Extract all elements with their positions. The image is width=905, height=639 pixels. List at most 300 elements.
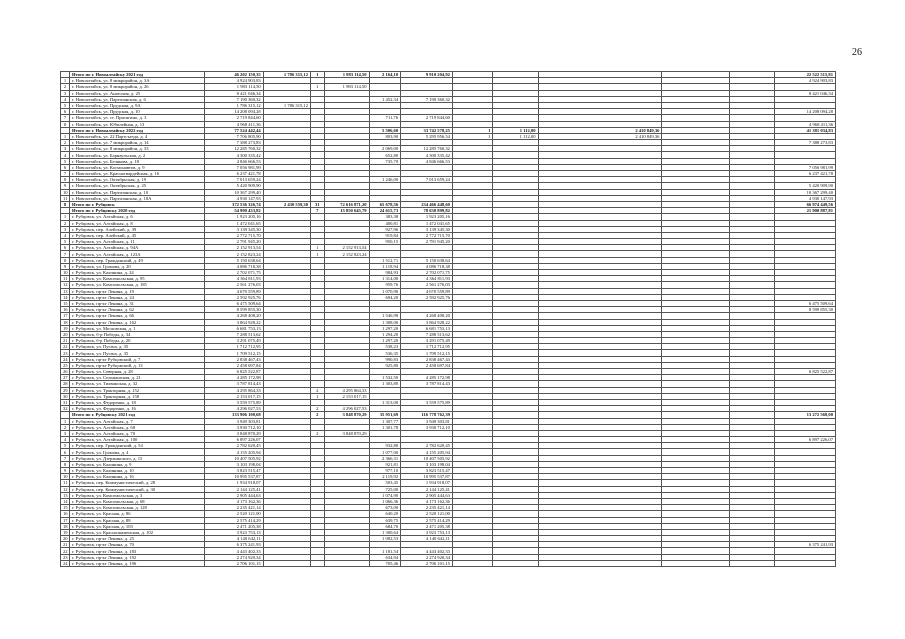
table-cell: 2 bbox=[61, 220, 70, 226]
table-cell: 1 452,34 bbox=[369, 96, 401, 102]
table-cell: 5 bbox=[61, 239, 70, 245]
table-cell: 6 681 753,13 bbox=[401, 325, 453, 331]
table-cell: 1 532,50 bbox=[369, 375, 401, 381]
table-cell: г. Рубцовск, пр-кт Ленина, д. 70 bbox=[70, 542, 205, 548]
table-cell: 5 420 909,90 bbox=[775, 183, 836, 189]
table-cell: 4 295 864,33 bbox=[205, 387, 264, 393]
table-cell: 932,80 bbox=[369, 443, 401, 449]
table-cell: 1 bbox=[311, 84, 325, 90]
table-cell: 725,00 bbox=[369, 486, 401, 492]
table-cell: 4 295 864,33 bbox=[324, 387, 369, 393]
table-cell: 6 237 421,78 bbox=[205, 171, 264, 177]
table-cell: 4 173 162,36 bbox=[205, 498, 264, 504]
table-cell: 2 838 467,43 bbox=[205, 356, 264, 362]
table-cell: 10 bbox=[61, 189, 70, 195]
table-cell: 7 288 513,62 bbox=[205, 331, 264, 337]
table-cell: 234 466 448,60 bbox=[401, 201, 453, 207]
table-cell: 4 296 027,53 bbox=[324, 406, 369, 412]
page-number: 26 bbox=[852, 47, 862, 58]
table-cell: 22 bbox=[61, 344, 70, 350]
table-cell: 1 301,78 bbox=[369, 424, 401, 430]
table-cell: г. Рубцовск, пр-кт Рубцовский, д. 13 bbox=[70, 362, 205, 368]
table-cell: 8 bbox=[61, 461, 70, 467]
table-cell: 6 897 226,07 bbox=[775, 437, 836, 443]
table-cell: 1 786 315,12 bbox=[263, 72, 310, 78]
table-cell: 8 599 855,30 bbox=[205, 307, 264, 313]
table-cell: г. Рубцовск, ул. Алтайская, д. 123А bbox=[70, 251, 205, 257]
table-cell: г. Новоалтайск, ул. Октябрьская, д. 19 bbox=[70, 177, 205, 183]
table-cell: 2 153 017,15 bbox=[324, 393, 369, 399]
table-cell: г. Новоалтайск, ул. Партизанская, д. 10 bbox=[70, 189, 205, 195]
table-cell: 2 bbox=[61, 140, 70, 146]
table-cell: 1 bbox=[311, 251, 325, 257]
table-cell: 7 190 360,32 bbox=[401, 96, 453, 102]
table-cell: 3 923 753,13 bbox=[205, 529, 264, 535]
table-cell bbox=[263, 560, 310, 566]
table-cell: 2 152 913,54 bbox=[324, 245, 369, 251]
table-cell: 1 786 315,12 bbox=[205, 102, 264, 108]
table-cell: 78 630 899,82 bbox=[401, 208, 453, 214]
table-cell: 4 300 335,42 bbox=[401, 152, 453, 158]
table-cell: 3 930 712,10 bbox=[205, 424, 264, 430]
table-cell: 4 bbox=[61, 437, 70, 443]
table-cell: 25 bbox=[61, 362, 70, 368]
table-cell: 10 bbox=[61, 474, 70, 480]
table-cell: 26 bbox=[61, 369, 70, 375]
table-cell: 711,76 bbox=[369, 115, 401, 121]
table-cell: 10 407 505,92 bbox=[205, 455, 264, 461]
table-cell: 20 bbox=[61, 536, 70, 542]
table-cell: 1 112,00 bbox=[493, 127, 538, 133]
table-cell: 1 709 512,15 bbox=[401, 350, 453, 356]
register-table-container bbox=[60, 71, 836, 567]
table-cell: 116 778 762,39 bbox=[401, 412, 453, 418]
table-cell: 4 bbox=[61, 232, 70, 238]
table-cell: 21 900 887,81 bbox=[775, 208, 836, 214]
table-cell: 22 bbox=[61, 548, 70, 554]
table-cell: 684,70 bbox=[369, 523, 401, 529]
table-cell: 735,70 bbox=[369, 158, 401, 164]
table-cell: г. Рубцовск, ул. Тракторная, д. 158 bbox=[70, 393, 205, 399]
table-cell: г. Рубцовск, ул. Комсомольская, д. 185 bbox=[70, 282, 205, 288]
table-cell: 1 308,06 bbox=[369, 319, 401, 325]
table-cell: 4 443 402,33 bbox=[205, 548, 264, 554]
table-cell: г. Рубцовск, пр-кт Ленина, д. 162 bbox=[70, 319, 205, 325]
table-cell: г. Рубцовск, б-р Победы, д. 34 bbox=[70, 331, 205, 337]
table-cell: г. Рубцовск, пр-кт Ленина, д. 183 bbox=[70, 548, 205, 554]
table-cell bbox=[311, 560, 325, 566]
table-cell: 6 bbox=[61, 164, 70, 170]
table-cell: г. Рубцовск, ул. Алтайская, д. 11 bbox=[70, 239, 205, 245]
table-cell: 705,46 bbox=[369, 560, 401, 566]
table-cell: 13 272 568,00 bbox=[775, 412, 836, 418]
table-cell: 803,90 bbox=[369, 133, 401, 139]
table-cell: 4 968 411,36 bbox=[205, 121, 264, 127]
table-cell: 11 bbox=[61, 195, 70, 201]
table-cell: г. Новоалтайск, ул. Юбилейная, д. 13 bbox=[70, 121, 205, 127]
table-cell: 12 bbox=[61, 486, 70, 492]
table-cell: 3 291 075,49 bbox=[205, 338, 264, 344]
table-cell: г. Рубцовск, ул. Алтайская, д. 8 bbox=[70, 220, 205, 226]
table-cell: 3 949 303,81 bbox=[205, 418, 264, 424]
table-cell: 2 bbox=[311, 406, 325, 412]
table-cell: 1 066,36 bbox=[369, 498, 401, 504]
table-cell: 12 285 760,32 bbox=[401, 146, 453, 152]
table-cell: г. Новоалтайск, ул. Партизанская, д. 6 bbox=[70, 96, 205, 102]
table-cell: 1 709 512,15 bbox=[205, 350, 264, 356]
table-cell: 24 bbox=[61, 356, 70, 362]
table-cell: 2 119,92 bbox=[369, 474, 401, 480]
table-cell: 634,94 bbox=[369, 554, 401, 560]
table-cell: 1 712 712,95 bbox=[401, 344, 453, 350]
table-cell: 4 930 147,93 bbox=[205, 195, 264, 201]
table-cell: г. Рубцовск, ул. Калинина, д. 16 bbox=[70, 474, 205, 480]
table-cell: 12 bbox=[61, 282, 70, 288]
table-cell: 2 702 071,75 bbox=[205, 270, 264, 276]
table-cell: 7 056 981,99 bbox=[205, 164, 264, 170]
table-cell: г. Новоалтайск, ул. Космонавтов, д. 9 bbox=[70, 164, 205, 170]
table-cell: 4 bbox=[61, 96, 70, 102]
table-cell bbox=[662, 560, 730, 566]
table-cell: 1 300,64 bbox=[369, 529, 401, 535]
table-cell: 19 bbox=[61, 529, 70, 535]
table-cell: 7 288 513,62 bbox=[401, 331, 453, 337]
table-cell: 1 070,90 bbox=[369, 288, 401, 294]
table-cell: 11 bbox=[61, 480, 70, 486]
table-cell: Итого по г. Рубцовск bbox=[70, 201, 205, 207]
table-cell: 1 983 114,50 bbox=[324, 72, 369, 78]
table-cell: 2 575 414,29 bbox=[205, 517, 264, 523]
table-cell: 6 bbox=[61, 449, 70, 455]
table-cell: 54 990 433,82 bbox=[205, 208, 264, 214]
table-cell: г. Рубцовск, пер. Алейский, д. 45 bbox=[70, 232, 205, 238]
table-cell: 2 bbox=[61, 424, 70, 430]
table-cell: г. Рубцовск, ул. Громова, д. 4 bbox=[70, 449, 205, 455]
table-cell: 17 bbox=[61, 313, 70, 319]
table-cell: г. Рубцовск, ул. Тракторная, д. 152 bbox=[70, 387, 205, 393]
table-cell: 4 140 642,11 bbox=[401, 536, 453, 542]
table-cell: 2 410 849,36 bbox=[538, 133, 662, 139]
table-cell: 694,20 bbox=[369, 294, 401, 300]
table-cell: 503,45 bbox=[369, 480, 401, 486]
table-cell: 5 bbox=[61, 443, 70, 449]
table-cell: 2 144 125,41 bbox=[401, 486, 453, 492]
table-cell: 6 237 421,78 bbox=[775, 171, 836, 177]
table-cell: 2 592 925,76 bbox=[205, 294, 264, 300]
table-cell: 919,84 bbox=[369, 232, 401, 238]
table-cell: г. Новоалтайск, ул. Октябрьская, д. 25 bbox=[70, 183, 205, 189]
table-cell: 6 375 241,93 bbox=[775, 542, 836, 548]
table-cell: 4 968 411,36 bbox=[775, 121, 836, 127]
table-cell: 7 706 805,90 bbox=[205, 133, 264, 139]
table-cell: 639,75 bbox=[369, 517, 401, 523]
table-cell: г. Новоалтайск, ул. 7 микрорайон, д. 14 bbox=[70, 140, 205, 146]
table-cell: 2 561 276,03 bbox=[205, 282, 264, 288]
table-cell: 10 367 299,40 bbox=[205, 189, 264, 195]
table-cell: 29 bbox=[61, 387, 70, 393]
table-cell: 6 825 522,87 bbox=[775, 369, 836, 375]
table-cell: 12 285 760,32 bbox=[205, 146, 264, 152]
table-cell: 9 bbox=[61, 468, 70, 474]
table-cell: 4 846 666,53 bbox=[205, 158, 264, 164]
table-cell: г. Новоалтайск, ул. Барнаульская, д. 2 bbox=[70, 152, 205, 158]
table-cell: г. Рубцовск, ул. Алтайская, д. 7 bbox=[70, 418, 205, 424]
table-cell: 2 905 444,63 bbox=[401, 492, 453, 498]
table-cell: 2 719 844,60 bbox=[205, 115, 264, 121]
table-cell: 3 291 075,49 bbox=[401, 338, 453, 344]
table-cell: г. Рубцовск, ул. Федоренко, д. 18 bbox=[70, 399, 205, 405]
table-cell: 959,76 bbox=[369, 282, 401, 288]
table-cell: 7 bbox=[61, 251, 70, 257]
table-cell: г. Новоалтайск, ул. Прудская, д. 9А bbox=[70, 102, 205, 108]
table-cell: 18 bbox=[61, 319, 70, 325]
table-cell: 652,80 bbox=[369, 152, 401, 158]
table-cell: 6 825 522,87 bbox=[205, 369, 264, 375]
table-cell: г. Рубцовск, ул. Комсомольская, д. 3 bbox=[70, 492, 205, 498]
table-cell: 13 bbox=[61, 492, 70, 498]
table-cell: 1 934 918,07 bbox=[205, 480, 264, 486]
table-cell: 13 bbox=[61, 288, 70, 294]
table-cell: 990,83 bbox=[369, 356, 401, 362]
table-row bbox=[61, 560, 836, 566]
table-cell: 5 150 638,64 bbox=[401, 257, 453, 263]
table-cell: 4 086 718,38 bbox=[205, 263, 264, 269]
table-cell: 2 235 421,14 bbox=[205, 505, 264, 511]
table-cell: г. Рубцовск, ул. Красная, д. 103 bbox=[70, 523, 205, 529]
table-cell: 2 164,10 bbox=[369, 72, 401, 78]
table-cell: 2 069,00 bbox=[369, 146, 401, 152]
table-cell: г. Рубцовск, ул. Алтайская, д. 6 bbox=[70, 214, 205, 220]
table-cell: 65 678,56 bbox=[369, 201, 401, 207]
table-cell: 6 475 509,64 bbox=[775, 300, 836, 306]
table-cell: 372 536 326,74 bbox=[205, 201, 264, 207]
table-cell: 6 375 241,93 bbox=[205, 542, 264, 548]
table-cell: 3 864 928,22 bbox=[205, 319, 264, 325]
table-cell: 7 bbox=[311, 208, 325, 214]
table-cell: 2 bbox=[311, 430, 325, 436]
table-cell: 2 772 715,70 bbox=[205, 232, 264, 238]
table-cell: 2 791 945,20 bbox=[205, 239, 264, 245]
table-cell: 3 bbox=[61, 430, 70, 436]
table-cell: 2 274 920,34 bbox=[401, 554, 453, 560]
table-cell: г. Рубцовск, ул. Комсомольская, д. 128 bbox=[70, 505, 205, 511]
table-cell: г. Новоалтайск, ул. ст. Присягино, д. 3 bbox=[70, 115, 205, 121]
table-cell: 1 bbox=[452, 133, 493, 139]
table-cell: 1 303,80 bbox=[369, 381, 401, 387]
table-cell: г. Новоалтайск, ул. 8 микрорайон, д. 33 bbox=[70, 146, 205, 152]
table-cell: г. Рубцовск, ул. Комсомольская, д. 95 bbox=[70, 276, 205, 282]
table-cell: 22 522 515,81 bbox=[775, 72, 836, 78]
table-cell: 7 bbox=[61, 455, 70, 461]
table-cell: 4 364 811,93 bbox=[205, 276, 264, 282]
table-cell: 8 bbox=[61, 201, 70, 207]
table-cell: г. Рубцовск, ул. Тихвинская, д. 32 bbox=[70, 381, 205, 387]
table-cell bbox=[324, 560, 369, 566]
table-cell: 15 850 645,79 bbox=[324, 208, 369, 214]
table-cell: 1 112,00 bbox=[493, 133, 538, 139]
table-cell: г. Новоалтайск, ул. 8 микрорайон, д. 3А bbox=[70, 78, 205, 84]
table-cell: 3 bbox=[61, 146, 70, 152]
table-cell: 1 118,94 bbox=[369, 263, 401, 269]
table-cell: 1 bbox=[311, 393, 325, 399]
table-cell: 1 082,53 bbox=[369, 536, 401, 542]
table-cell: 6 681 753,13 bbox=[205, 325, 264, 331]
table-cell: г. Новоалтайск, ул. Прудская, д. 10 bbox=[70, 109, 205, 115]
table-cell: 2 838 467,43 bbox=[401, 356, 453, 362]
table-cell: г. Рубцовск, пр-кт Ленина, д. 66 bbox=[70, 313, 205, 319]
table-cell: г. Рубцовск, ул. Красная, д. 88 bbox=[70, 517, 205, 523]
table-cell: 4 296 027,53 bbox=[205, 406, 264, 412]
table-cell: 1 bbox=[311, 72, 325, 78]
table-cell: 1 bbox=[61, 214, 70, 220]
table-cell: 4 285 172,98 bbox=[205, 375, 264, 381]
table-cell: г. Рубцовск, ул. Алтайская, д. 68 bbox=[70, 424, 205, 430]
table-cell: 400,81 bbox=[369, 220, 401, 226]
table-cell: 7 056 981,99 bbox=[775, 164, 836, 170]
table-cell: 2 bbox=[311, 412, 325, 418]
table-cell: 3 848 870,29 bbox=[205, 430, 264, 436]
table-cell: 3 848 870,29 bbox=[324, 430, 369, 436]
table-cell: 35 951,69 bbox=[369, 412, 401, 418]
table-cell: г. Рубцовск, ул. Красная, д. 86 bbox=[70, 511, 205, 517]
table-cell: 1 bbox=[61, 418, 70, 424]
table-cell: 8 bbox=[61, 257, 70, 263]
table-cell: г. Рубцовск, ул. Алтайская, д. 94А bbox=[70, 245, 205, 251]
table-cell: 921,81 bbox=[369, 461, 401, 467]
table-cell: 1 786 315,12 bbox=[263, 102, 310, 108]
table-cell: 11 bbox=[61, 276, 70, 282]
table-cell: 24 bbox=[61, 560, 70, 566]
table-cell: 5 506,60 bbox=[369, 127, 401, 133]
table-cell: 3 139 345,30 bbox=[401, 226, 453, 232]
table-cell: 3 823 515,47 bbox=[205, 468, 264, 474]
table-cell: 1 297,20 bbox=[369, 325, 401, 331]
table-cell: 2 152 823,24 bbox=[324, 251, 369, 257]
table-cell: 133 906 100,68 bbox=[205, 412, 264, 418]
table-cell: г. Новоалтайск, ул. Партизанская, д. 18А bbox=[70, 195, 205, 201]
table-cell: 4 173 162,36 bbox=[401, 498, 453, 504]
table-cell: 10 367 299,40 bbox=[775, 189, 836, 195]
table-cell: 7 190 360,32 bbox=[205, 96, 264, 102]
table-cell: 6 bbox=[61, 109, 70, 115]
table-cell: Итого по г. Новоалтайску 2021 год bbox=[70, 72, 205, 78]
table-cell: 925,80 bbox=[369, 362, 401, 368]
table-cell: 3 103 198,04 bbox=[401, 461, 453, 467]
table-cell: 7 388 273,83 bbox=[775, 140, 836, 146]
table-cell: 2 153 017,15 bbox=[205, 393, 264, 399]
table-cell: 7 388 273,83 bbox=[205, 140, 264, 146]
table-cell: 32 bbox=[61, 406, 70, 412]
table-cell: 1 bbox=[61, 78, 70, 84]
table-cell: 2 458 697,84 bbox=[205, 362, 264, 368]
table-cell: г. Рубцовск, пер. Коммунистический, д. 28 bbox=[70, 480, 205, 486]
table-cell: 5 bbox=[61, 158, 70, 164]
table-cell: 4 924 903,83 bbox=[775, 78, 836, 84]
table-cell: 6 bbox=[61, 245, 70, 251]
table-cell: 4 443 402,33 bbox=[401, 548, 453, 554]
table-cell: 3 864 928,22 bbox=[401, 319, 453, 325]
table-cell: г. Рубцовск, пр-кт Ленина, д. 192 bbox=[70, 554, 205, 560]
table-cell: 4 930 147,93 bbox=[775, 195, 836, 201]
table-cell: 1 294,20 bbox=[369, 331, 401, 337]
table-cell: 3 139 345,30 bbox=[205, 226, 264, 232]
table-cell: 14 208 094,28 bbox=[775, 109, 836, 115]
table-cell: 4 155 205,94 bbox=[401, 449, 453, 455]
table-cell: 8 bbox=[61, 121, 70, 127]
table-cell: 2 430 559,30 bbox=[263, 201, 310, 207]
table-cell: г. Рубцовск, ул. Северная, д. 28 bbox=[70, 369, 205, 375]
table-cell: 1 bbox=[311, 245, 325, 251]
table-cell: г. Рубцовск, ул. Алтайская, д. 70 bbox=[70, 430, 205, 436]
table-cell: г. Новоалтайск, ул. 22 Партсъезда, д. 4 bbox=[70, 133, 205, 139]
table-cell: г. Рубцовск, пер. Гражданский, д. 49 bbox=[70, 257, 205, 263]
table-cell bbox=[775, 560, 836, 566]
table-cell: г. Рубцовск, ул. Пугача, д. 35 bbox=[70, 344, 205, 350]
table-cell: 72 616 871,20 bbox=[324, 201, 369, 207]
table-cell: 1 472 041,65 bbox=[205, 220, 264, 226]
table-cell: 1 472 041,65 bbox=[401, 220, 453, 226]
table-cell: 538,23 bbox=[369, 344, 401, 350]
table-cell: 1 077,00 bbox=[369, 449, 401, 455]
table-cell: 41 381 034,83 bbox=[775, 127, 836, 133]
table-cell: 3 930 712,10 bbox=[401, 424, 453, 430]
table-cell: 9 bbox=[61, 183, 70, 189]
table-cell: 3 103 198,04 bbox=[205, 461, 264, 467]
table-cell: 8 bbox=[61, 177, 70, 183]
table-cell: г. Рубцовск, пр-кт Ленина, д. 62 bbox=[70, 307, 205, 313]
table-cell: 10 407 505,92 bbox=[401, 455, 453, 461]
table-cell: 2 410 849,36 bbox=[538, 127, 662, 133]
table-cell: 1 313,00 bbox=[369, 399, 401, 405]
table-cell: г. Рубцовск, пр-кт Ленина, д. 19 bbox=[70, 288, 205, 294]
table-cell: 2 bbox=[311, 387, 325, 393]
table-cell: 2 782 620,45 bbox=[401, 443, 453, 449]
table-cell bbox=[452, 560, 493, 566]
table-cell: 10 bbox=[61, 270, 70, 276]
table-cell: г. Рубцовск, б-р Победы, д. 20 bbox=[70, 338, 205, 344]
table-cell: 7 bbox=[61, 171, 70, 177]
table-cell bbox=[730, 560, 775, 566]
table-cell: 4 268 408,20 bbox=[401, 313, 453, 319]
table-cell: г. Рубцовск, ул. Федоренко, д. 16 bbox=[70, 406, 205, 412]
table-cell: г. Рубцовск, ул. Сельмашская, д. 21 bbox=[70, 375, 205, 381]
table-cell: 3 848 870,29 bbox=[324, 412, 369, 418]
table-cell: 1 712 712,95 bbox=[205, 344, 264, 350]
table-cell: 27 bbox=[61, 375, 70, 381]
table-cell: 20 bbox=[61, 331, 70, 337]
table-cell: 17 bbox=[61, 517, 70, 523]
table-cell: 2 366,31 bbox=[369, 455, 401, 461]
table-cell: 2 520 121,00 bbox=[205, 511, 264, 517]
table-cell: 1 546,98 bbox=[369, 313, 401, 319]
table-cell: 3 bbox=[61, 226, 70, 232]
table-cell: 66 974 449,56 bbox=[775, 201, 836, 207]
table-cell: 10 995 537,87 bbox=[205, 474, 264, 480]
table-cell: 2 152 823,24 bbox=[205, 251, 264, 257]
table-cell: 19 bbox=[61, 325, 70, 331]
table-cell: г. Рубцовск, пр-кт Ленина, д. 31 bbox=[70, 300, 205, 306]
table-cell: 16 bbox=[61, 511, 70, 517]
table-cell: 2 772 715,70 bbox=[401, 232, 453, 238]
table-cell: 1 983 114,50 bbox=[205, 84, 264, 90]
table-cell: г. Рубцовск, пр-кт Ленина, д. 24 bbox=[70, 294, 205, 300]
table-cell: 1 246,00 bbox=[369, 177, 401, 183]
table-cell: 15 bbox=[61, 300, 70, 306]
table-cell: 2 719 844,60 bbox=[401, 115, 453, 121]
table-cell: 5 bbox=[61, 102, 70, 108]
table-cell: г. Рубцовск, пер. Гражданский, д. 54 bbox=[70, 443, 205, 449]
table-cell: 927,96 bbox=[369, 226, 401, 232]
